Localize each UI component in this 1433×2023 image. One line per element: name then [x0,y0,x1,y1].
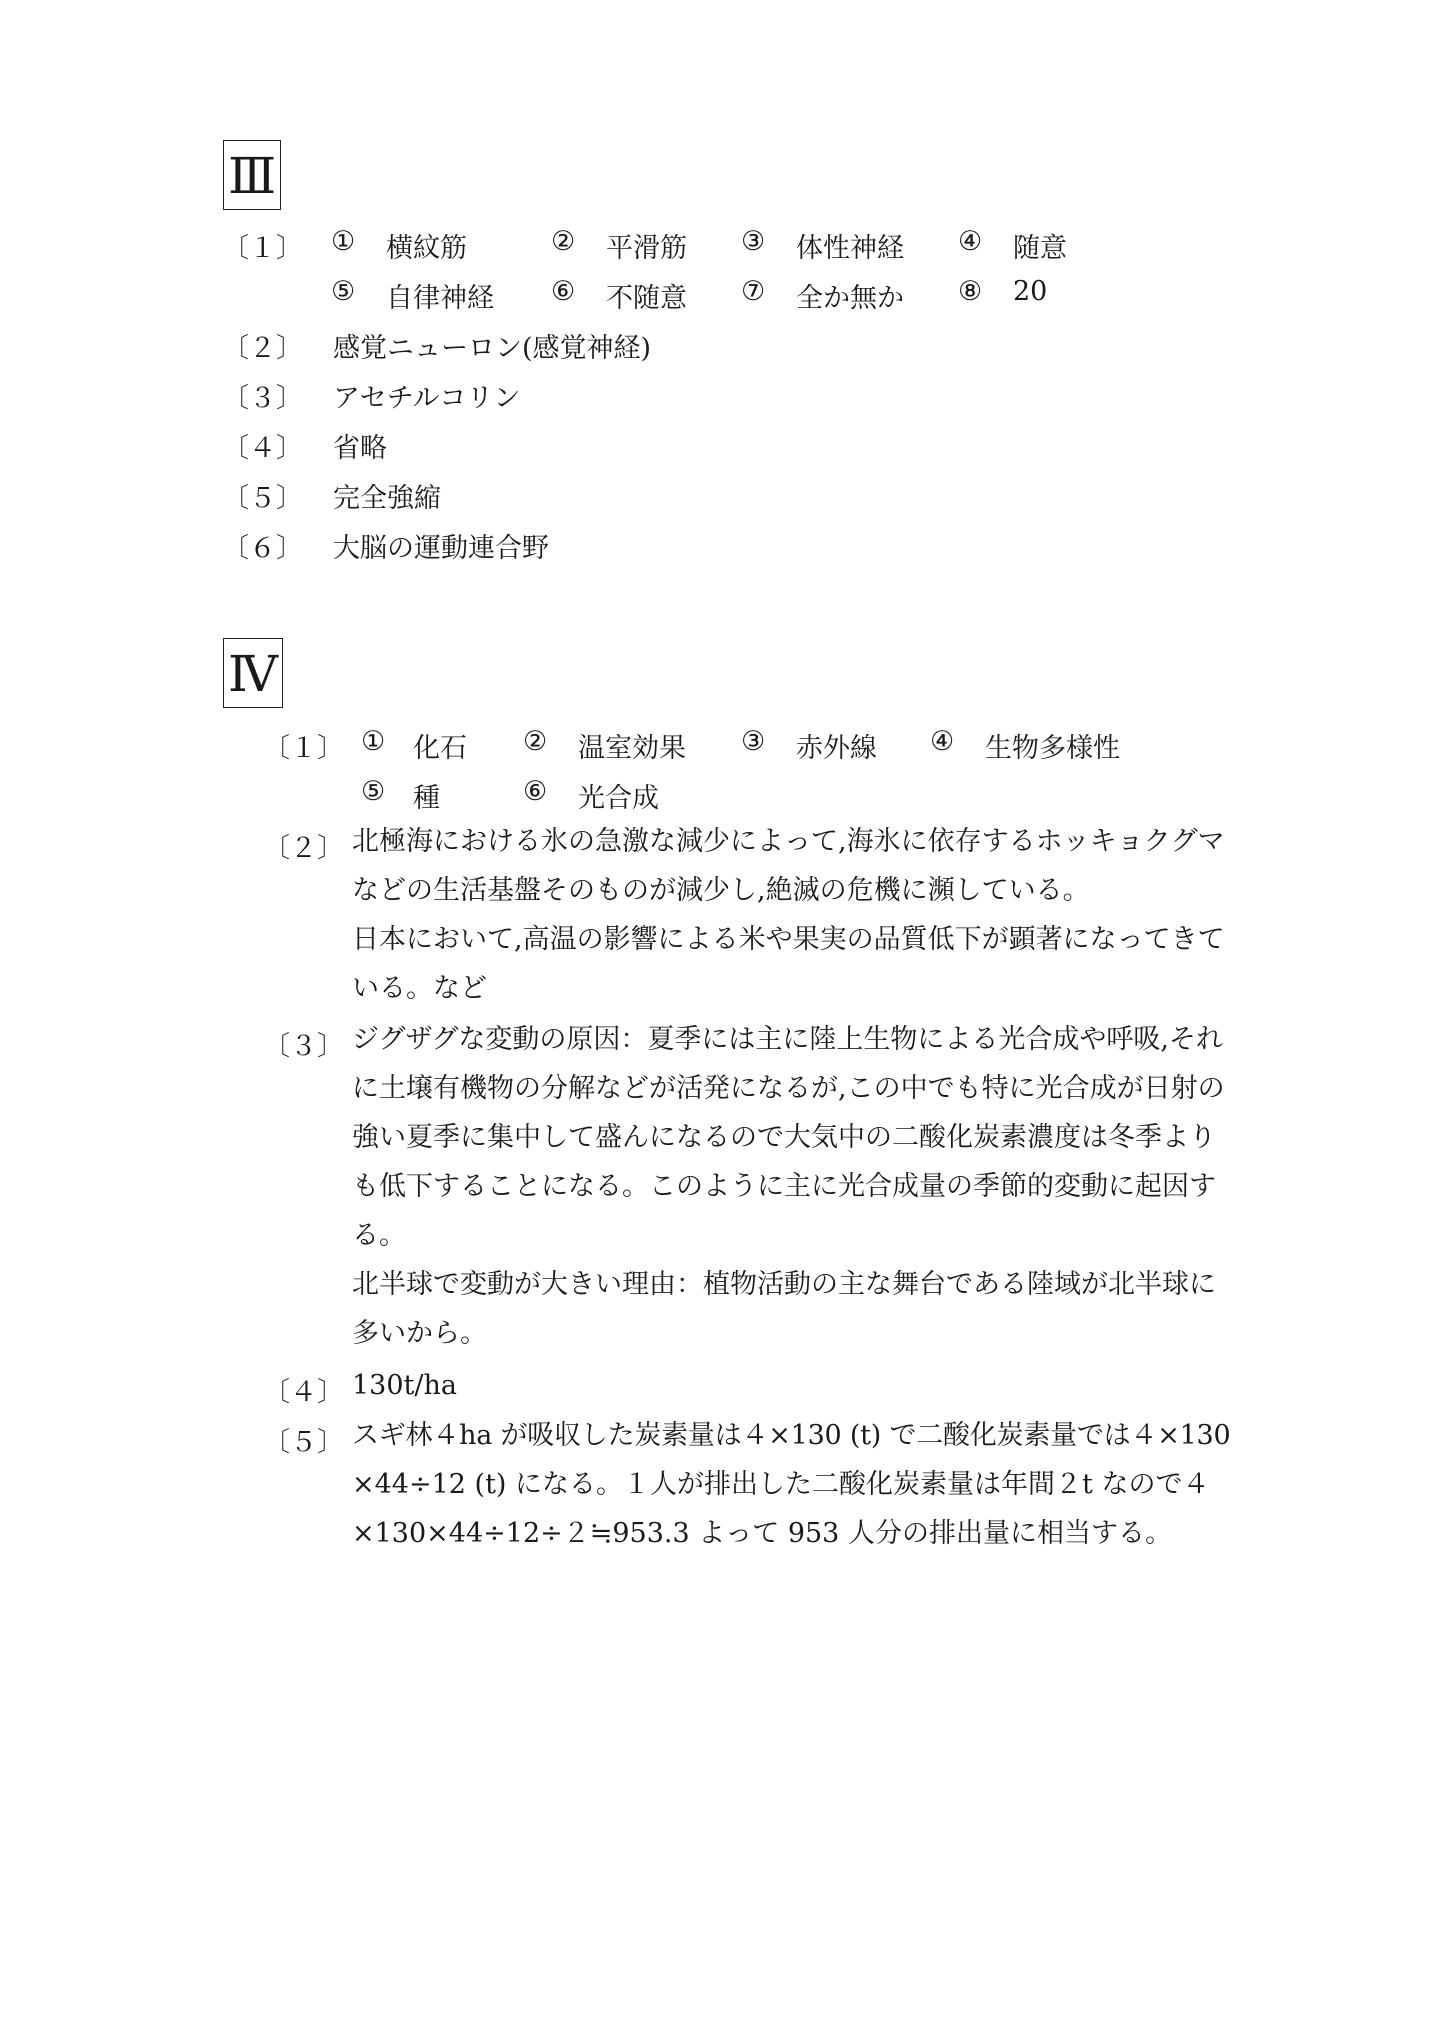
answer-line: も低下することになる。このように主に光合成量の季節的変動に起因す [352,1171,1216,1202]
section-4-heading: Ⅳ [223,638,283,708]
question-label: 〔２〕 [222,333,303,364]
answer-number: ⑦ [741,276,766,307]
answer-text: 大脳の運動連合野 [333,533,549,564]
answer-number: ⑥ [551,276,576,307]
section-3-heading: Ⅲ [223,140,281,210]
answer-text: 全か無か [796,283,904,314]
answer-text: 種 [413,783,440,814]
answer-line: 多いから。 [352,1318,487,1349]
answer-number: ③ [741,226,766,257]
answer-line: ジグザグな変動の原因：夏季には主に陸上生物による光合成や呼吸,それ [352,1024,1223,1055]
answer-line: 日本において,高温の影響による米や果実の品質低下が顕著になってきて [352,924,1225,955]
answer-line: ×130×44÷12÷２≒953.3 よって 953 人分の排出量に相当する。 [352,1518,1172,1549]
answer-line: る。 [352,1220,406,1251]
answer-line: などの生活基盤そのものが減少し,絶滅の危機に瀕している。 [352,875,1090,906]
answer-text: 不随意 [606,283,687,314]
answer-line: ×44÷12 (t) になる。１人が排出した二酸化炭素量は年間２t なので４ [352,1469,1210,1500]
answer-text: 平滑筋 [606,233,687,264]
answer-number: ⑧ [958,276,983,307]
answer-text: 横紋筋 [386,233,467,264]
answer-number: ① [361,726,386,757]
answer-text: 随意 [1013,233,1067,264]
answer-text: 光合成 [578,783,659,814]
answer-line: に土壌有機物の分解などが活発になるが,この中でも特に光合成が日射の [352,1073,1225,1104]
answer-number: ③ [741,726,766,757]
answer-number: ⑥ [523,776,548,807]
answer-text: 20 [1013,276,1048,307]
answer-line: 北極海における氷の急激な減少によって,海氷に依存するホッキョクグマ [352,826,1225,857]
answer-line: いる。など [352,973,487,1004]
answer-number: ④ [958,226,983,257]
question-label: 〔６〕 [222,533,303,564]
answer-text: 感覚ニューロン(感覚神経) [333,333,652,364]
answer-number: ④ [930,726,955,757]
answer-number: ② [551,226,576,257]
answer-text: 体性神経 [796,233,904,264]
answer-number: ② [523,726,548,757]
answer-text: 130t/ha [352,1370,457,1401]
question-label: 〔４〕 [263,1377,344,1408]
answer-line: 強い夏季に集中して盛んになるので大気中の二酸化炭素濃度は冬季より [352,1122,1216,1153]
answer-line: スギ林４ha が吸収した炭素量は４×130 (t) で二酸化炭素量では４×130 [352,1420,1231,1451]
question-label: 〔２〕 [263,833,344,864]
answer-text: 赤外線 [796,733,877,764]
question-label: 〔４〕 [222,433,303,464]
answer-number: ⑤ [361,776,386,807]
question-label: 〔５〕 [222,483,303,514]
answer-text: 完全強縮 [333,483,441,514]
answer-text: 生物多様性 [985,733,1120,764]
question-label: 〔１〕 [263,733,344,764]
question-label: 〔５〕 [263,1427,344,1458]
answer-text: 温室効果 [578,733,686,764]
answer-number: ① [331,226,356,257]
answer-number: ⑤ [331,276,356,307]
answer-line: 北半球で変動が大きい理由：植物活動の主な舞台である陸域が北半球に [352,1269,1216,1300]
answer-text: 省略 [333,433,387,464]
question-label: 〔１〕 [222,233,303,264]
question-label: 〔３〕 [263,1031,344,1062]
answer-text: アセチルコリン [333,383,521,414]
question-label: 〔３〕 [222,383,303,414]
answer-text: 化石 [413,733,467,764]
answer-text: 自律神経 [386,283,494,314]
